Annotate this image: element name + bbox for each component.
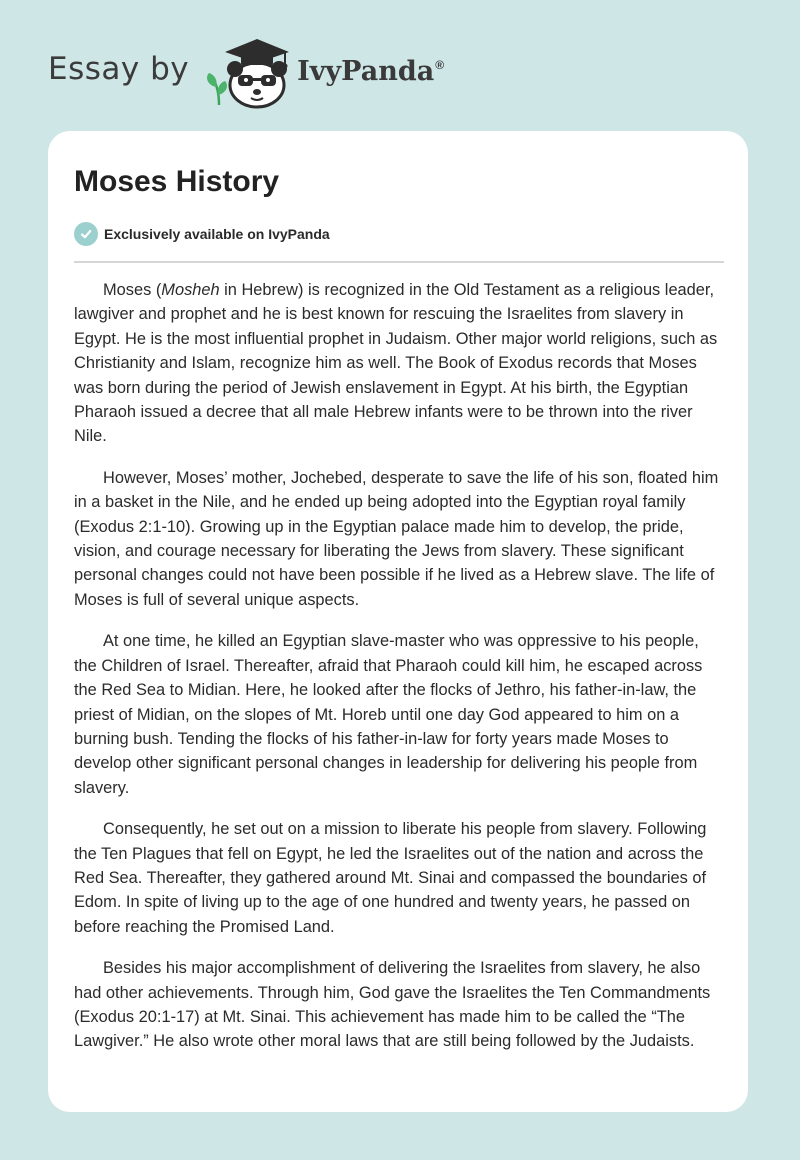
brand-name bbox=[297, 56, 444, 87]
badge-text: Exclusively available on IvyPanda bbox=[104, 226, 330, 242]
exclusive-badge bbox=[74, 222, 330, 246]
paragraph-1-start: Moses ( bbox=[103, 281, 162, 299]
paragraph-5: Besides his major accomplishment of delivering the Israelites from slavery, he also had other achievements. Through him, God gave the Israelites the Ten Commandments (Exodus 20:1-17) at Mt. Sinai. This achievement has made him to be called the “The Lawgiver.” He also wrote other moral laws that are still being followed by the Judaists. bbox=[74, 959, 711, 1051]
paragraph-1-rest: in Hebrew) is recognized in the Old Testament as a religious leader, lawgiver and prophet and he is best known for rescuing the Israelites from slavery in Egypt. He is the most influential prophet in Judaism. Other major world religions, such as Christianity and Islam, recognize him as well. The Book of Exodus records that Moses was born during the period of Jewish enslavement in Egypt. At his birth, the Egyptian Pharaoh issued a decree that all male Hebrew infants were to be thrown into the river Nile. bbox=[74, 281, 718, 446]
essay-body bbox=[74, 278, 726, 1071]
paragraph-1 bbox=[74, 278, 726, 449]
site-header bbox=[48, 34, 444, 114]
divider bbox=[74, 261, 724, 263]
registered-mark: ® bbox=[435, 57, 445, 72]
paragraph-3: At one time, he killed an Egyptian slave-master who was oppressive to his people, the Children of Israel. Thereafter, afraid that Pharaoh could kill him, he escaped across the Red Sea to Midian. Here, he looked after the flocks of Jethro, his father-in-law, the priest of Midian, on the slopes of Mt. Horeb until one day God appeared to him on a burning bush. Tending the flocks of his father-in-law for forty years made Moses to develop other significant personal changes in leadership for delivering his people from slavery. bbox=[74, 632, 703, 797]
page-title: Moses History bbox=[74, 165, 280, 198]
paragraph-2: However, Moses’ mother, Jochebed, desperate to save the life of his son, floated him in a basket in the Nile, and he ended up being adopted into the Egyptian royal family (Exodus 2:1-10). Growing up in the Egyptian palace made him to develop, the pride, vision, and courage necessary for liberating the Jews from slavery. These significant personal changes could not have been possible if he lived as a Hebrew slave. The life of Moses is full of several unique aspects. bbox=[74, 468, 719, 609]
paragraph-4: Consequently, he set out on a mission to liberate his people from slavery. Following the Ten Plagues that fell on Egypt, he led the Israelites out of the nation and across the Red Sea. Thereafter, they gathered around Mt. Sinai and compassed the boundaries of Edom. In spite of living up to the age of one hundred and twenty years, he passed on before reaching the Promised Land. bbox=[74, 820, 707, 936]
essay-by-label: Essay by bbox=[48, 51, 190, 87]
essay-card bbox=[48, 131, 748, 1112]
panda-graduate-icon bbox=[205, 35, 295, 109]
check-circle-icon bbox=[74, 222, 98, 246]
paragraph-1-italic: Mosheh bbox=[161, 281, 220, 299]
brand-text: IvyPanda bbox=[297, 55, 435, 87]
